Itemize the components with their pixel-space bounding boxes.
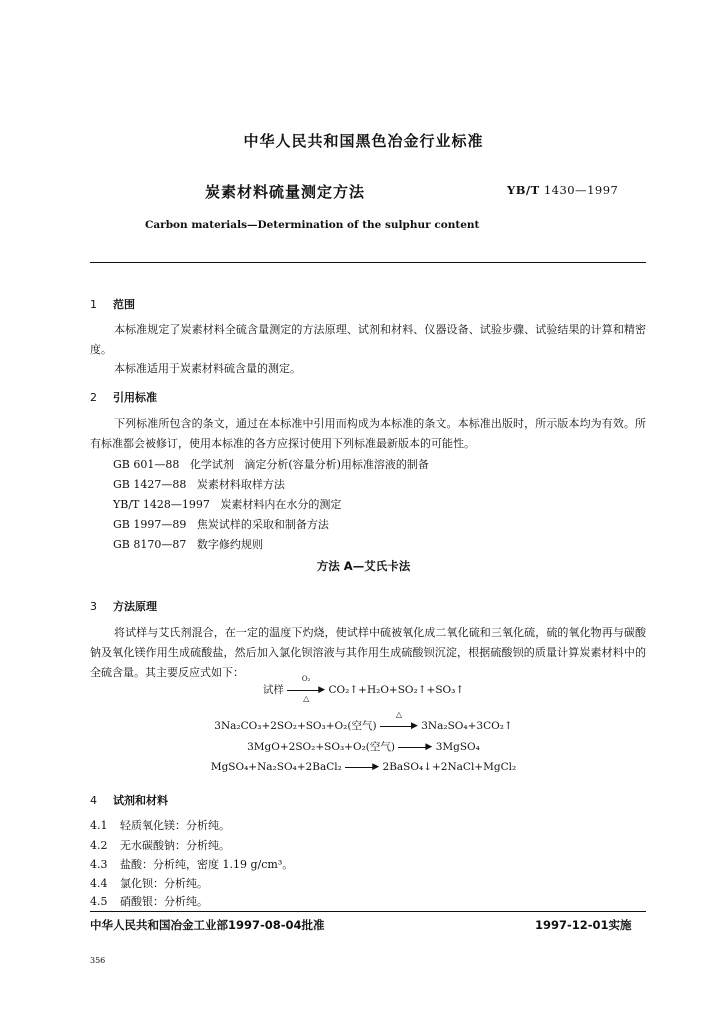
- eq-product: 3MgSO₄: [435, 741, 480, 753]
- header-rule: [90, 262, 646, 263]
- reference-item: GB 8170—87 数字修约规则: [113, 538, 263, 551]
- reference-item: YB/T 1428—1997 炭素材料内在水分的测定: [113, 498, 342, 511]
- standard-code: [507, 183, 618, 197]
- material-item: [90, 875, 208, 891]
- method-title: 方法 A—艾氏卡法: [316, 559, 411, 573]
- item-number: 4.2: [90, 839, 108, 852]
- section-1-heading: [90, 296, 135, 312]
- section-title: 方法原理: [113, 600, 157, 613]
- item-number: 4.1: [90, 819, 108, 832]
- eq-product: CO₂↑+H₂O+SO₂↑+SO₃↑: [328, 684, 465, 696]
- material-item: [90, 817, 230, 833]
- standard-code-number: 1430—1997: [543, 183, 619, 197]
- section-title: 范围: [113, 298, 135, 311]
- material-item: [90, 893, 208, 909]
- page-number: 356: [90, 956, 106, 965]
- material-item: [90, 856, 293, 872]
- item-text: 硝酸银：分析纯。: [120, 895, 208, 908]
- item-text: 氯化钡：分析纯。: [120, 877, 208, 890]
- item-text: 盐酸：分析纯，密度 1.19 g/cm³。: [120, 858, 294, 871]
- arrow-above-label: △: [395, 710, 402, 719]
- item-number: 4.5: [90, 895, 108, 908]
- item-text: 轻质氧化镁：分析纯。: [120, 819, 230, 832]
- item-number: 4.4: [90, 877, 108, 890]
- arrow-above-label: O₂: [301, 675, 311, 683]
- reaction-arrow-icon: ▶: [345, 761, 379, 773]
- section-1-paragraph-2: 本标准适用于炭素材料硫含量的测定。: [114, 362, 301, 375]
- arrow-below-label: △: [303, 694, 310, 703]
- reference-item: GB 1997—89 焦炭试样的采取和制备方法: [113, 518, 329, 531]
- footer-rule: [90, 911, 646, 912]
- item-number: 4.3: [90, 858, 108, 871]
- eq-product: 2BaSO₄↓+2NaCl+MgCl₂: [382, 761, 517, 773]
- section-4-heading: [90, 792, 168, 808]
- reference-item: GB 1427—88 炭素材料取样方法: [113, 478, 285, 491]
- reference-item: GB 601—88 化学试剂 滴定分析(容量分析)用标准溶液的制备: [113, 458, 429, 471]
- section-2-heading: [90, 389, 157, 405]
- section-3-heading: [90, 598, 157, 614]
- eq-product: 3Na₂SO₄+3CO₂↑: [421, 720, 513, 732]
- reaction-arrow-icon: ▶: [398, 741, 432, 753]
- standard-title-cn: 炭素材料硫量测定方法: [205, 183, 366, 201]
- standard-code-prefix: YB/T: [507, 183, 540, 197]
- section-3-paragraph-1: 将试样与艾氏剂混合，在一定的温度下灼烧，使试样中硫被氧化成二氧化硫和三氧化硫，硫的氧化物再与碳酸钠及氧化镁作用生成硫酸盐，然后加入氯化钡溶液与其作用生成硫酸钡沉淀，根据硫酸钡的质量计算炭素材料中的全硫含量。其主要反应式如下：: [90, 626, 646, 679]
- reaction-equation-3: [0, 739, 727, 754]
- section-title: 引用标准: [113, 391, 157, 404]
- material-item: [90, 837, 230, 853]
- implementation-date: 1997-12-01实施: [535, 918, 632, 932]
- section-title: 试剂和材料: [113, 794, 168, 807]
- eq-reactant: MgSO₄+Na₂SO₄+2BaCl₂: [210, 761, 342, 773]
- section-2-paragraph-1: 下列标准所包含的条文，通过在本标准中引用而构成为本标准的条文。本标准出版时，所示版本均为有效。所有标准都会被修订，使用本标准的各方应探讨使用下列标准最新版本的可能性。: [90, 417, 646, 450]
- reaction-equation-1: [0, 675, 727, 703]
- section-number: 3: [90, 600, 97, 613]
- approval-note: 中华人民共和国冶金工业部1997-08-04批准: [90, 918, 325, 932]
- eq-reactant: 3MgO+2SO₂+SO₃+O₂(空气): [247, 741, 395, 753]
- eq-reactant: 试样: [262, 684, 284, 696]
- section-1-paragraph-1: 本标准规定了炭素材料全硫含量测定的方法原理、试剂和材料、仪器设备、试验步骤、试验结果的计算和精密度。: [90, 323, 646, 356]
- eq-reactant: 3Na₂CO₃+2SO₂+SO₃+O₂(空气): [214, 720, 377, 732]
- reaction-equation-4: [0, 761, 727, 773]
- item-text: 无水碳酸钠：分析纯。: [120, 839, 230, 852]
- standard-title-en: Carbon materials—Determination of the sulphur content: [145, 219, 480, 231]
- reaction-arrow-icon: O₂ ▶ △: [287, 684, 325, 696]
- reaction-arrow-icon: △ ▶: [380, 720, 418, 732]
- section-number: 2: [90, 391, 97, 404]
- section-number: 4: [90, 794, 97, 807]
- section-number: 1: [90, 298, 97, 311]
- issuing-organization: 中华人民共和国黑色冶金行业标准: [243, 132, 484, 150]
- reaction-equation-2: [0, 710, 727, 733]
